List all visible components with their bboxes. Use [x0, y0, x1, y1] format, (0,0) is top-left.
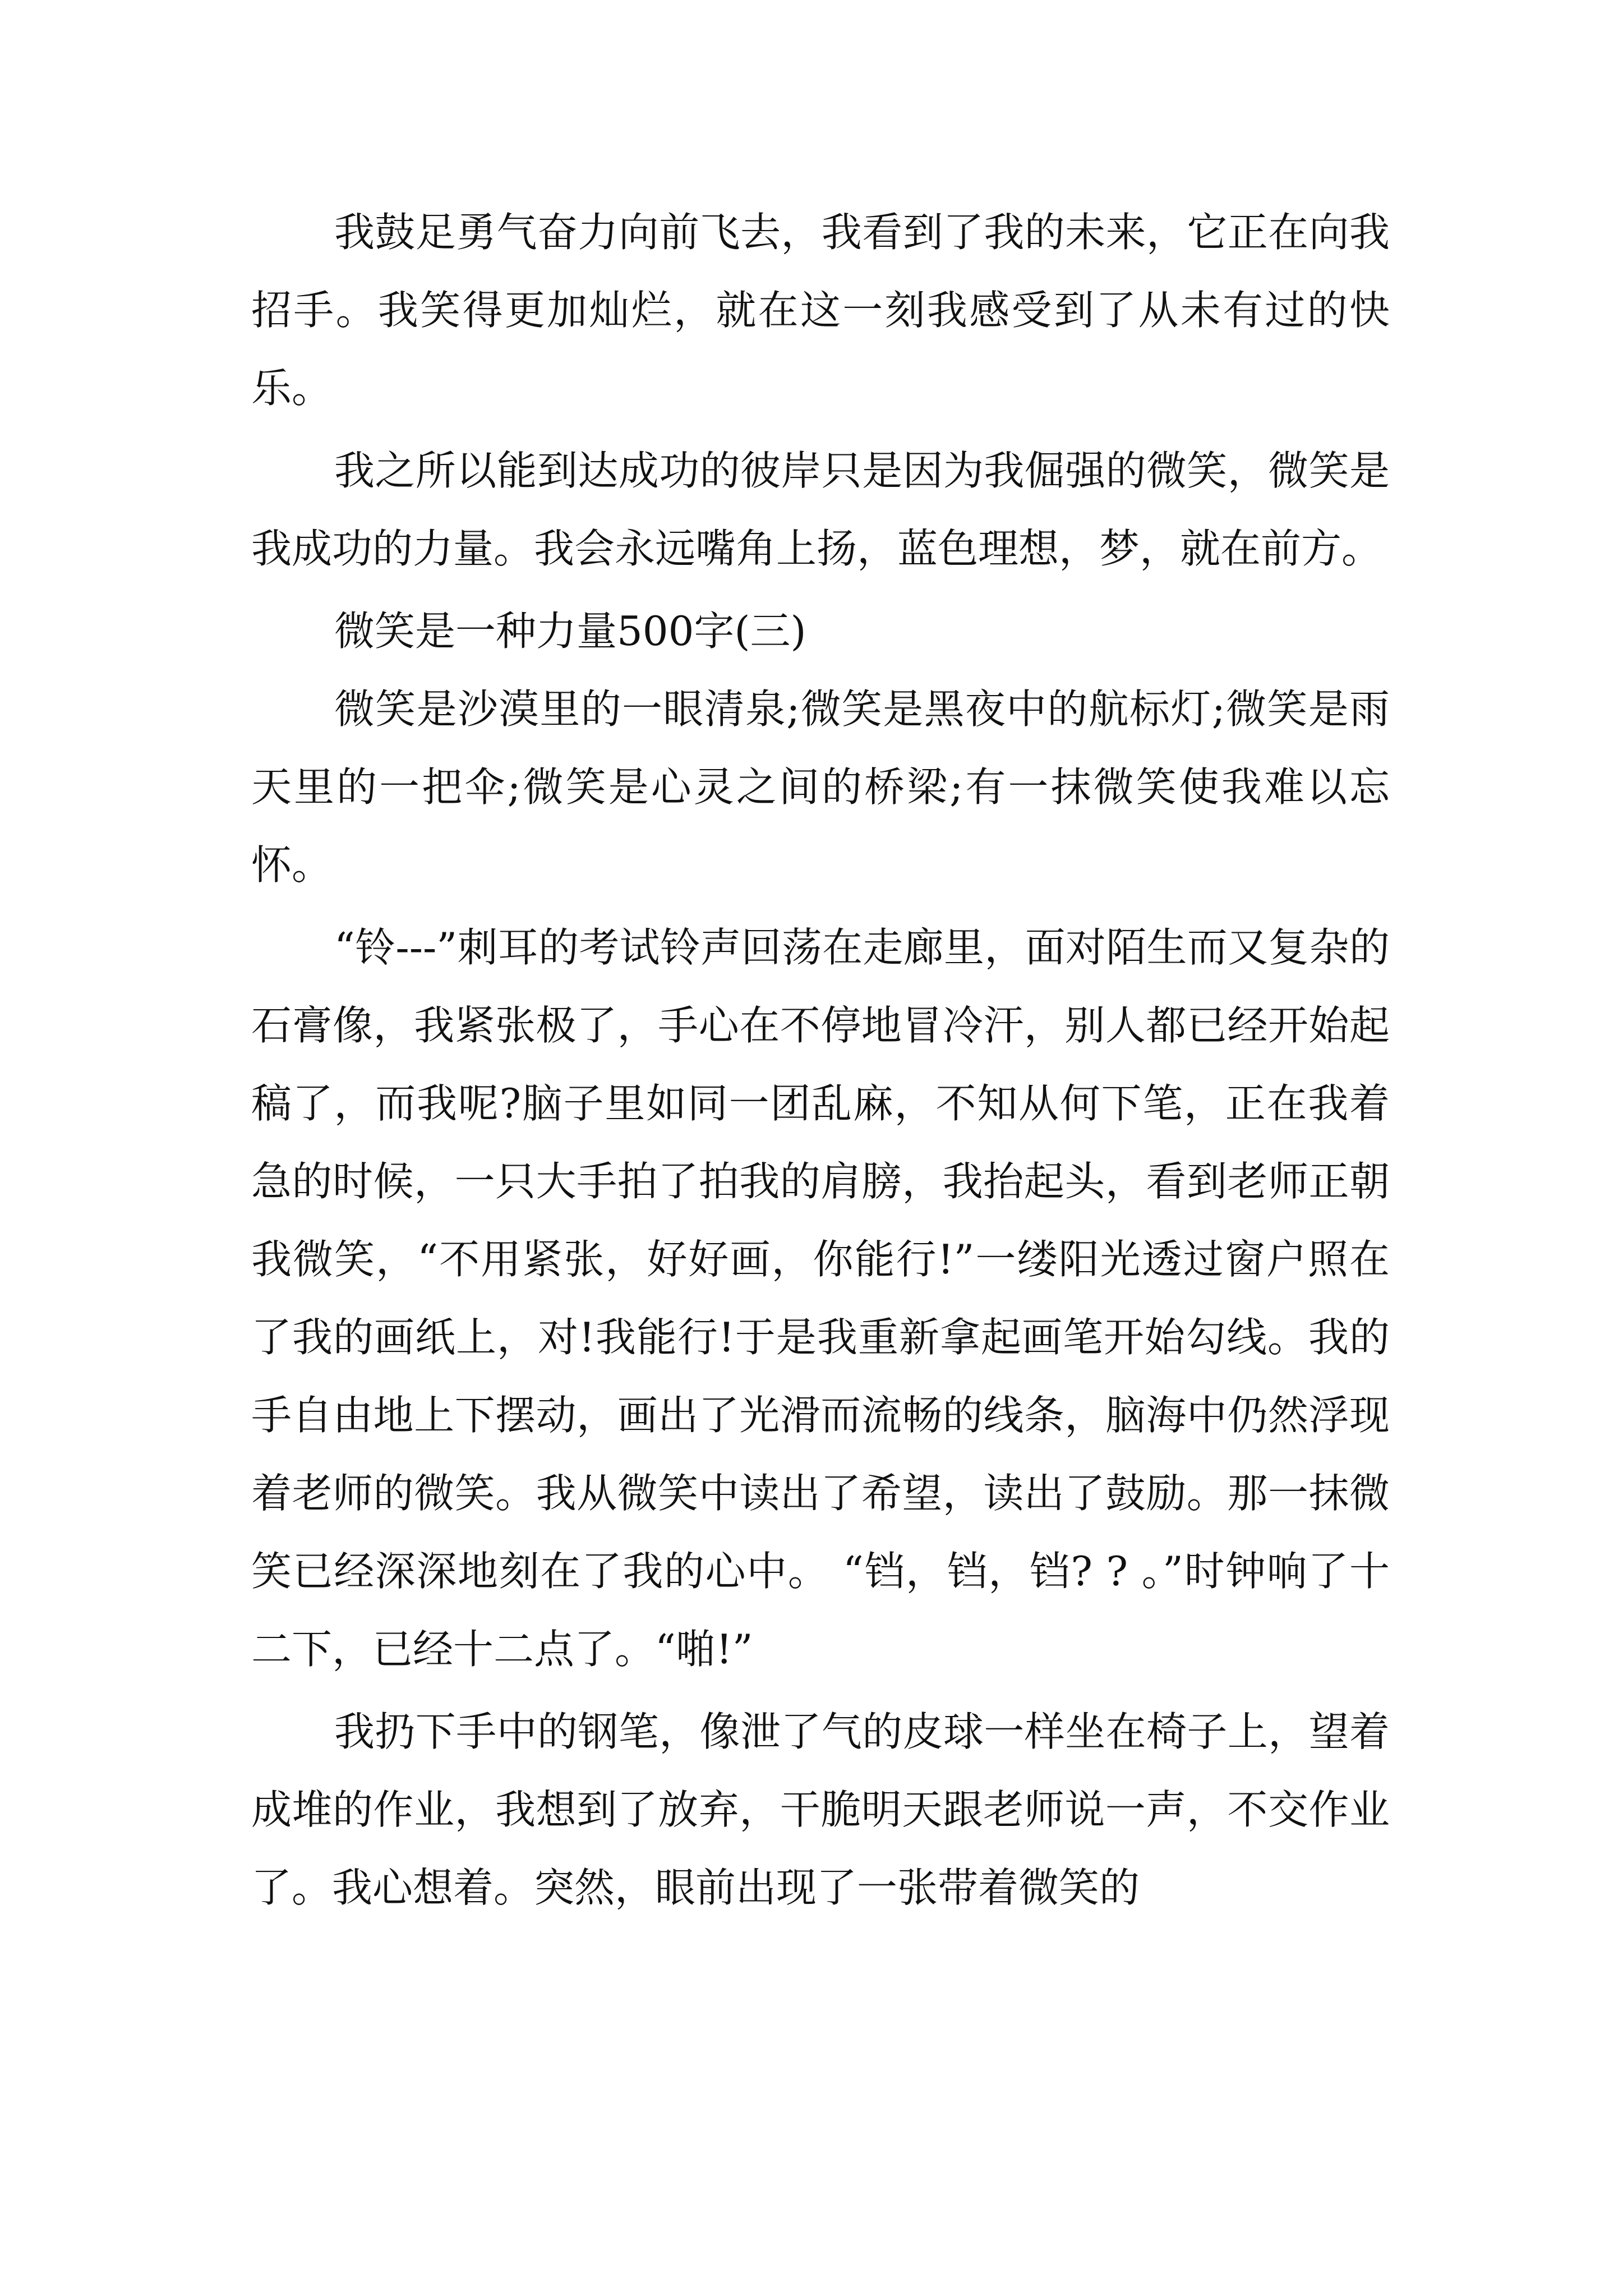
document-body	[251, 194, 1390, 1927]
paragraph: 我之所以能到达成功的彼岸只是因为我倔强的微笑，微笑是我成功的力量。我会永远嘴角上扬，蓝色理想，梦，就在前方。	[251, 447, 1390, 572]
paragraph: “铃---”刺耳的考试铃声回荡在走廊里，面对陌生而又复杂的石膏像，我紧张极了，手心在不停地冒冷汗，别人都已经开始起稿了，而我呢?脑子里如同一团乱麻，不知从何下笔，正在我着急的时候，一只大手拍了拍我的肩膀，我抬起头，看到老师正朝我微笑，“不用紧张，好好画，你能行!”一缕阳光透过窗户照在了我的画纸上，对!我能行!于是我重新拿起画笔开始勾线。我的手自由地上下摆动，画出了光滑而流畅的线条，脑海中仍然浮现着老师的微笑。我从微笑中读出了希望，读出了鼓励。那一抹微笑已经深深地刻在了我的心中。 “铛，铛，铛? ? 。”时钟响了十二下，已经十二点了。“啪!”	[251, 924, 1390, 1673]
paragraph: 微笑是沙漠里的一眼清泉;微笑是黑夜中的航标灯;微笑是雨天里的一把伞;微笑是心灵之间的桥梁;有一抹微笑使我难以忘怀。	[251, 685, 1390, 889]
paragraph: 我扔下手中的钢笔，像泄了气的皮球一样坐在椅子上，望着成堆的作业，我想到了放弃，干脆明天跟老师说一声，不交作业了。我心想着。突然，眼前出现了一张带着微笑的	[251, 1708, 1390, 1911]
section-heading: 微笑是一种力量500字(三)	[334, 608, 806, 655]
paragraph: 我鼓足勇气奋力向前飞去，我看到了我的未来，它正在向我招手。我笑得更加灿烂，就在这一刻我感受到了从未有过的快乐。	[251, 209, 1390, 412]
